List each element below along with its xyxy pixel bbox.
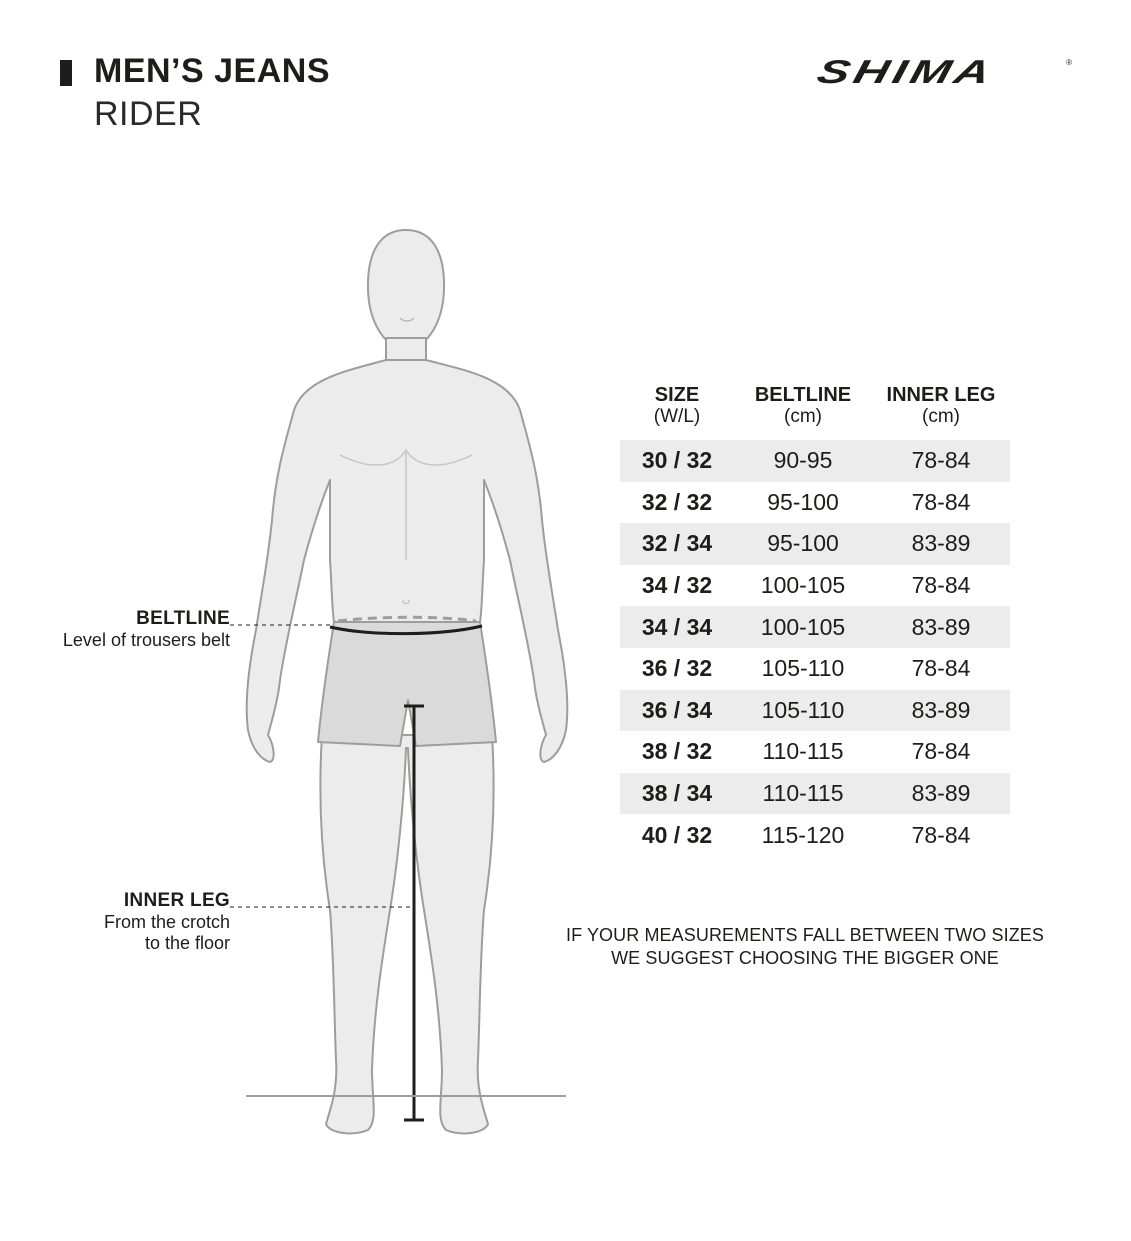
header-beltline [734,384,872,440]
size-advice-line-2: WE SUGGEST CHOOSING THE BIGGER ONE [611,948,999,968]
cell-beltline: 110-115 [762,738,844,765]
header-beltline-unit: (cm) [784,406,822,427]
inner-leg-callout-desc-1: From the crotch [103,912,230,932]
table-header-row [620,384,1010,440]
cell-size: 32 / 32 [641,488,713,515]
cell-inner-leg: 78-84 [911,488,971,515]
cell-beltline: 100-105 [760,572,846,599]
size-chart-table [620,384,1010,856]
inner-leg-callout-desc-2: to the floor [144,933,230,953]
cell-size: 30 / 32 [620,440,734,482]
figure-head [368,230,444,352]
cell-size: 38 / 32 [641,738,713,765]
cell-size: 40 / 32 [641,821,713,848]
header-inner-leg-unit: (cm) [922,406,960,427]
inner-leg-callout [104,890,230,954]
cell-size: 36 / 32 [641,655,713,682]
table-row [620,523,1010,565]
cell-inner-leg: 78-84 [872,440,1010,482]
cell-beltline: 105-110 [734,690,872,732]
inner-leg-callout-title: INNER LEG [123,890,230,911]
header-size [620,384,734,440]
title-bar-mark [60,60,72,86]
cell-inner-leg: 83-89 [872,690,1010,732]
cell-inner-leg: 83-89 [872,523,1010,565]
cell-inner-leg: 78-84 [911,738,971,765]
beltline-callout [63,608,230,651]
cell-inner-leg: 83-89 [872,773,1010,815]
page-subtitle: RIDER [94,95,203,133]
page-title: MEN’S JEANS [94,52,330,90]
table-row [620,773,1010,815]
cell-beltline: 95-100 [767,488,839,515]
brand-logo [813,53,1072,90]
cell-size: 36 / 34 [620,690,734,732]
table-row [620,606,1010,648]
beltline-callout-title: BELTLINE [136,608,230,629]
table-row [620,482,1010,524]
header-inner-leg-label: INNER LEG [886,384,996,406]
cell-size: 38 / 34 [620,773,734,815]
cell-inner-leg: 83-89 [872,606,1010,648]
table-row [620,440,1010,482]
header-size-unit: (W/L) [653,406,701,427]
cell-beltline: 100-105 [734,606,872,648]
cell-inner-leg: 78-84 [911,655,971,682]
cell-beltline: 115-120 [761,821,845,848]
cell-size: 32 / 34 [620,523,734,565]
figure-shorts [318,622,496,746]
table-row [620,731,1010,773]
header-inner-leg [872,384,1010,440]
figure-legs [320,735,493,1133]
table-row [620,690,1010,732]
size-advice-note [520,924,1090,970]
cell-beltline: 95-100 [734,523,872,565]
beltline-callout-desc: Level of trousers belt [62,630,230,650]
header-beltline-label: BELTLINE [754,384,852,406]
cell-beltline: 90-95 [734,440,872,482]
cell-inner-leg: 78-84 [911,821,971,848]
size-advice-line-1: IF YOUR MEASUREMENTS FALL BETWEEN TWO SIZES [565,925,1045,945]
brand-logo-text: SHIMA [813,53,999,90]
table-row [620,565,1010,607]
table-row [620,814,1010,856]
table-row [620,648,1010,690]
brand-registered-mark: ® [1066,58,1072,67]
header-size-label: SIZE [654,384,700,406]
cell-beltline: 110-115 [734,773,872,815]
cell-inner-leg: 78-84 [911,572,971,599]
cell-size: 34 / 34 [620,606,734,648]
cell-beltline: 105-110 [761,655,845,682]
cell-size: 34 / 32 [641,572,713,599]
body-figure-illustration [230,220,590,1140]
